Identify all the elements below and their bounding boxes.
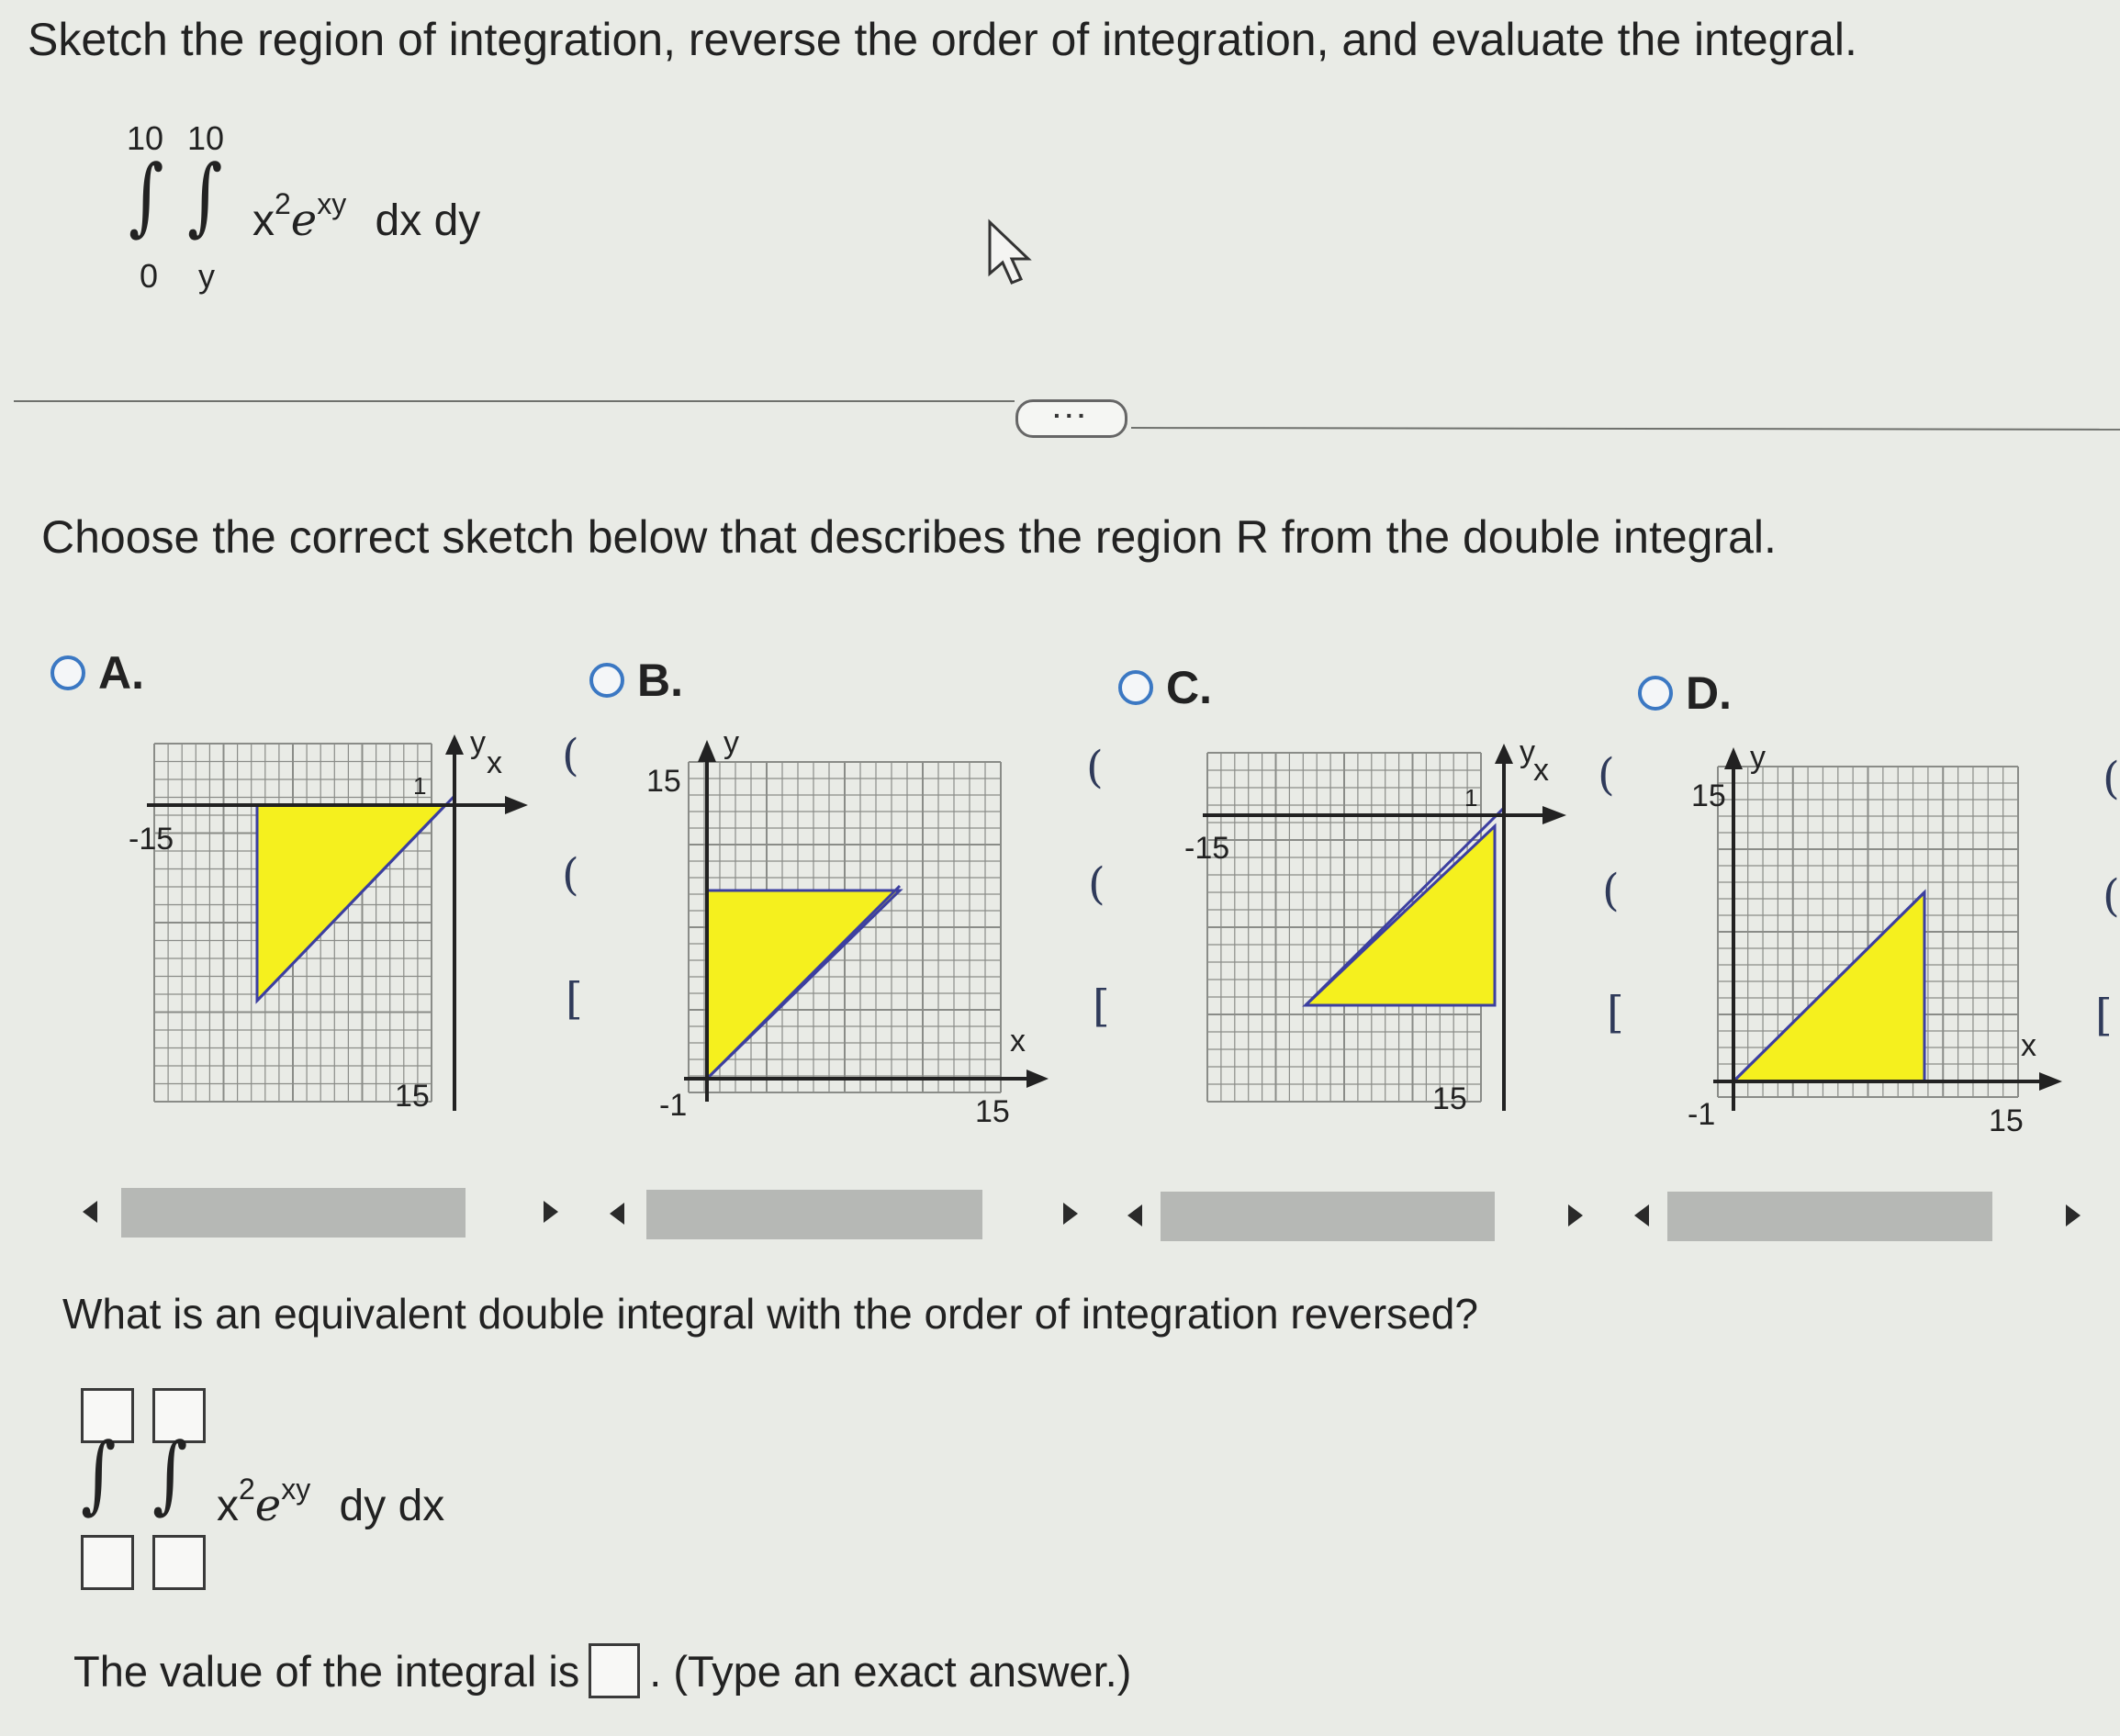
graph-b[interactable] bbox=[643, 725, 1065, 1138]
zoom-in-icon[interactable]: ( bbox=[1598, 749, 1615, 801]
scrollbar-a[interactable] bbox=[121, 1188, 466, 1238]
scrollbar-b[interactable] bbox=[646, 1190, 982, 1239]
graph-b-tick-right: 15 bbox=[975, 1094, 1010, 1129]
graph-c-tick-bottom: 15 bbox=[1432, 1081, 1467, 1116]
question-title: Sketch the region of integration, reverse the order of integration, and evaluate the integral. bbox=[28, 14, 1857, 65]
outer-lower-input[interactable] bbox=[81, 1535, 134, 1590]
scroll-right-d-icon[interactable] bbox=[2066, 1204, 2081, 1226]
reverse-order-prompt: What is an equivalent double integral with the order of integration reversed? bbox=[62, 1290, 1478, 1338]
expand-icon[interactable]: [ bbox=[2095, 990, 2113, 1041]
scroll-left-a-icon[interactable] bbox=[83, 1201, 97, 1223]
radio-c-icon[interactable] bbox=[1118, 670, 1153, 705]
scroll-right-b-icon[interactable] bbox=[1063, 1203, 1078, 1225]
graph-c-x-arrow-icon bbox=[1542, 806, 1566, 824]
differentials: dx dy bbox=[375, 196, 481, 245]
graph-a-y-arrow-icon bbox=[445, 734, 464, 755]
graph-b-tick-origin: -1 bbox=[659, 1088, 688, 1123]
integral-value-input[interactable] bbox=[589, 1643, 640, 1698]
radio-d-icon[interactable] bbox=[1638, 676, 1673, 711]
expand-icon[interactable]: [ bbox=[1093, 980, 1110, 1032]
more-options-button[interactable]: ··· bbox=[1015, 399, 1127, 438]
option-a[interactable]: A. bbox=[50, 646, 144, 700]
scroll-left-d-icon[interactable] bbox=[1634, 1204, 1649, 1226]
graph-d-x-label: x bbox=[2021, 1028, 2036, 1063]
option-b[interactable]: B. bbox=[589, 654, 683, 707]
graph-a-tick-left: -15 bbox=[129, 822, 174, 857]
section-divider bbox=[14, 400, 1015, 402]
outer-upper-limit: 10 bbox=[127, 119, 164, 157]
graph-c-x-label: x bbox=[1533, 753, 1549, 788]
option-c[interactable]: C. bbox=[1118, 661, 1212, 714]
graph-d[interactable] bbox=[1677, 734, 2081, 1148]
zoom-in-icon[interactable]: ( bbox=[2103, 753, 2120, 804]
reversed-integrand: $x^2e^{xy}$ dy dx bbox=[217, 1473, 445, 1531]
outer-integral-sign: ∫ bbox=[129, 147, 164, 245]
scroll-left-b-icon[interactable] bbox=[610, 1203, 624, 1225]
graph-b-x-label: x bbox=[1010, 1024, 1026, 1058]
expand-icon[interactable]: [ bbox=[566, 973, 583, 1025]
graph-d-x-arrow-icon bbox=[2039, 1072, 2062, 1091]
graph-a-tick-one: 1 bbox=[413, 772, 427, 800]
scroll-left-c-icon[interactable] bbox=[1127, 1204, 1142, 1226]
graph-b-y-arrow-icon bbox=[698, 740, 716, 762]
graph-b-tick-top: 15 bbox=[646, 764, 681, 799]
zoom-out-icon[interactable]: ( bbox=[1602, 865, 1620, 916]
zoom-out-icon[interactable]: ( bbox=[562, 849, 579, 901]
inner-lower-input[interactable] bbox=[152, 1535, 206, 1590]
outer-integral-sign: ∫ bbox=[81, 1425, 117, 1523]
graph-a[interactable] bbox=[110, 725, 551, 1129]
graph-c-tick-one: 1 bbox=[1464, 784, 1478, 812]
zoom-in-icon[interactable]: ( bbox=[1086, 742, 1104, 793]
inner-integral-sign: ∫ bbox=[152, 1425, 188, 1523]
graph-a-x-label: x bbox=[487, 745, 502, 780]
graph-c-y-label: y bbox=[1520, 734, 1535, 769]
value-suffix: . (Type an exact answer.) bbox=[649, 1646, 1132, 1696]
graph-d-tick-origin: -1 bbox=[1688, 1097, 1716, 1132]
graph-d-svg bbox=[1677, 734, 2081, 1148]
graph-d-y-label: y bbox=[1750, 740, 1766, 775]
graph-a-tick-bottom: 15 bbox=[395, 1079, 430, 1114]
section-divider-right bbox=[1131, 427, 2120, 431]
graph-c-svg bbox=[1166, 734, 1588, 1129]
outer-lower-limit: 0 bbox=[140, 257, 159, 295]
value-line bbox=[73, 1643, 1131, 1698]
zoom-out-icon[interactable]: ( bbox=[2103, 870, 2120, 922]
graph-b-svg bbox=[643, 725, 1065, 1138]
graph-d-y-arrow-icon bbox=[1724, 747, 1743, 769]
graph-b-x-arrow-icon bbox=[1026, 1070, 1049, 1088]
option-d[interactable]: D. bbox=[1638, 666, 1732, 720]
integrand: $x^2e^{xy}$ dx dy bbox=[252, 187, 481, 246]
graph-d-tick-top: 15 bbox=[1691, 778, 1726, 813]
value-prefix: The value of the integral is bbox=[73, 1646, 580, 1696]
zoom-out-icon[interactable]: ( bbox=[1088, 858, 1105, 910]
graph-c-tick-left: -15 bbox=[1184, 831, 1230, 866]
scrollbar-d[interactable] bbox=[1667, 1192, 1992, 1241]
graph-c-y-arrow-icon bbox=[1495, 744, 1513, 764]
expand-icon[interactable]: [ bbox=[1607, 987, 1624, 1038]
scrollbar-c[interactable] bbox=[1161, 1192, 1495, 1241]
graph-d-tick-right: 15 bbox=[1989, 1103, 2024, 1138]
radio-a-icon[interactable] bbox=[50, 655, 85, 690]
scroll-right-a-icon[interactable] bbox=[544, 1201, 558, 1223]
mouse-cursor-icon bbox=[982, 217, 1047, 290]
radio-b-icon[interactable] bbox=[589, 663, 624, 698]
inner-integral-sign: ∫ bbox=[187, 147, 223, 245]
sketch-prompt: Choose the correct sketch below that describes the region R from the double integral. bbox=[41, 511, 1777, 563]
zoom-in-icon[interactable]: ( bbox=[562, 730, 579, 781]
inner-upper-limit: 10 bbox=[187, 119, 225, 157]
graph-b-y-label: y bbox=[723, 725, 739, 760]
graph-a-x-arrow-icon bbox=[505, 796, 528, 814]
reversed-differentials: dy dx bbox=[339, 1482, 445, 1530]
graph-c[interactable] bbox=[1166, 734, 1588, 1129]
graph-a-y-label: y bbox=[470, 725, 486, 760]
graph-a-svg bbox=[110, 725, 551, 1129]
inner-lower-limit: y bbox=[198, 257, 215, 295]
scroll-right-c-icon[interactable] bbox=[1568, 1204, 1583, 1226]
